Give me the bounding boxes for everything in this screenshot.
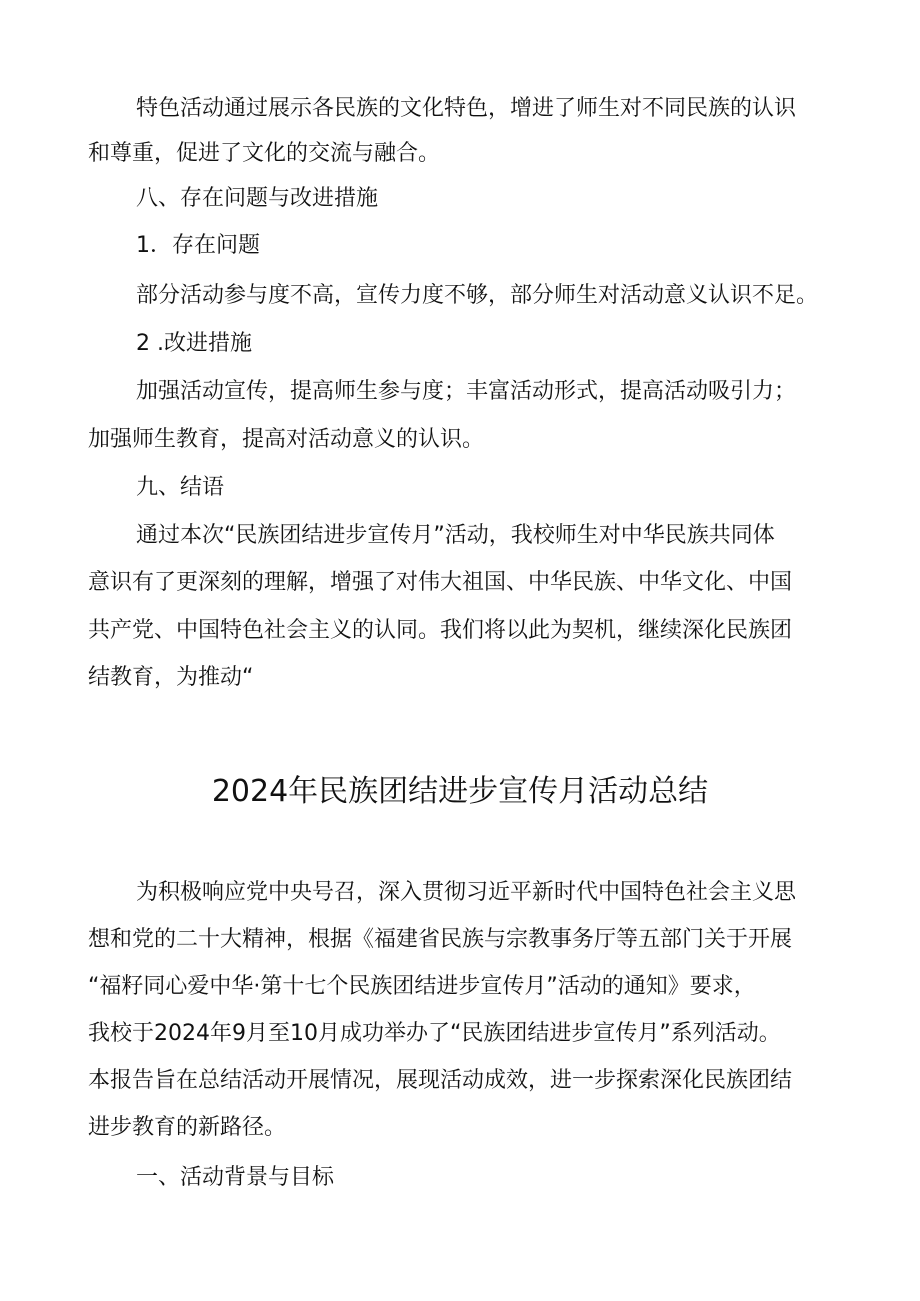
paragraph-line: 和尊重，促进了文化的交流与融合。 [88,141,441,166]
paragraph-line: 加强活动宣传，提高师生参与度；丰富活动形式，提高活动吸引力； [136,379,797,404]
subheading-problems: 1．存在问题 [136,233,260,258]
document-title: 2024年民族团结进步宣传月活动总结 [211,774,709,809]
paragraph-line: “福籽同心爱中华·第十七个民族团结进步宣传月”活动的通知》要求， [88,974,756,999]
paragraph-line: 特色活动通过展示各民族的文化特色，增进了师生对不同民族的认识 [136,96,797,121]
paragraph-line: 通过本次“民族团结进步宣传月”活动，我校师生对中华民族共同体 [136,523,775,548]
paragraph-line: 共产党、中国特色社会主义的认同。我们将以此为契机，继续深化民族团 [88,618,793,643]
paragraph-line: 意识有了更深刻的理解，增强了对伟大祖国、中华民族、中华文化、中国 [88,570,793,595]
paragraph-line: 进步教育的新路径。 [88,1115,287,1140]
paragraph-line: 我校于2024年9月至10月成功举办了“民族团结进步宣传月”系列活动。 [88,1021,781,1046]
paragraph-line: 加强师生教育，提高对活动意义的认识。 [88,427,485,452]
section-heading-9: 九、结语 [136,475,225,500]
paragraph-line: 想和党的二十大精神，根据《福建省民族与宗教事务厅等五部门关于开展 [88,927,793,952]
paragraph-line: 本报告旨在总结活动开展情况，展现活动成效，进一步探索深化民族团结 [88,1068,793,1093]
section-heading-8: 八、存在问题与改进措施 [136,186,379,211]
paragraph-line: 为积极响应党中央号召，深入贯彻习近平新时代中国特色社会主义思 [136,880,797,905]
paragraph-line: 部分活动参与度不高，宣传力度不够，部分师生对活动意义认识不足。 [136,283,819,308]
subheading-measures: 2 .改进措施 [136,331,252,356]
section-heading-1: 一、活动背景与目标 [136,1165,335,1190]
paragraph-line: 结教育，为推动“ [88,665,254,690]
